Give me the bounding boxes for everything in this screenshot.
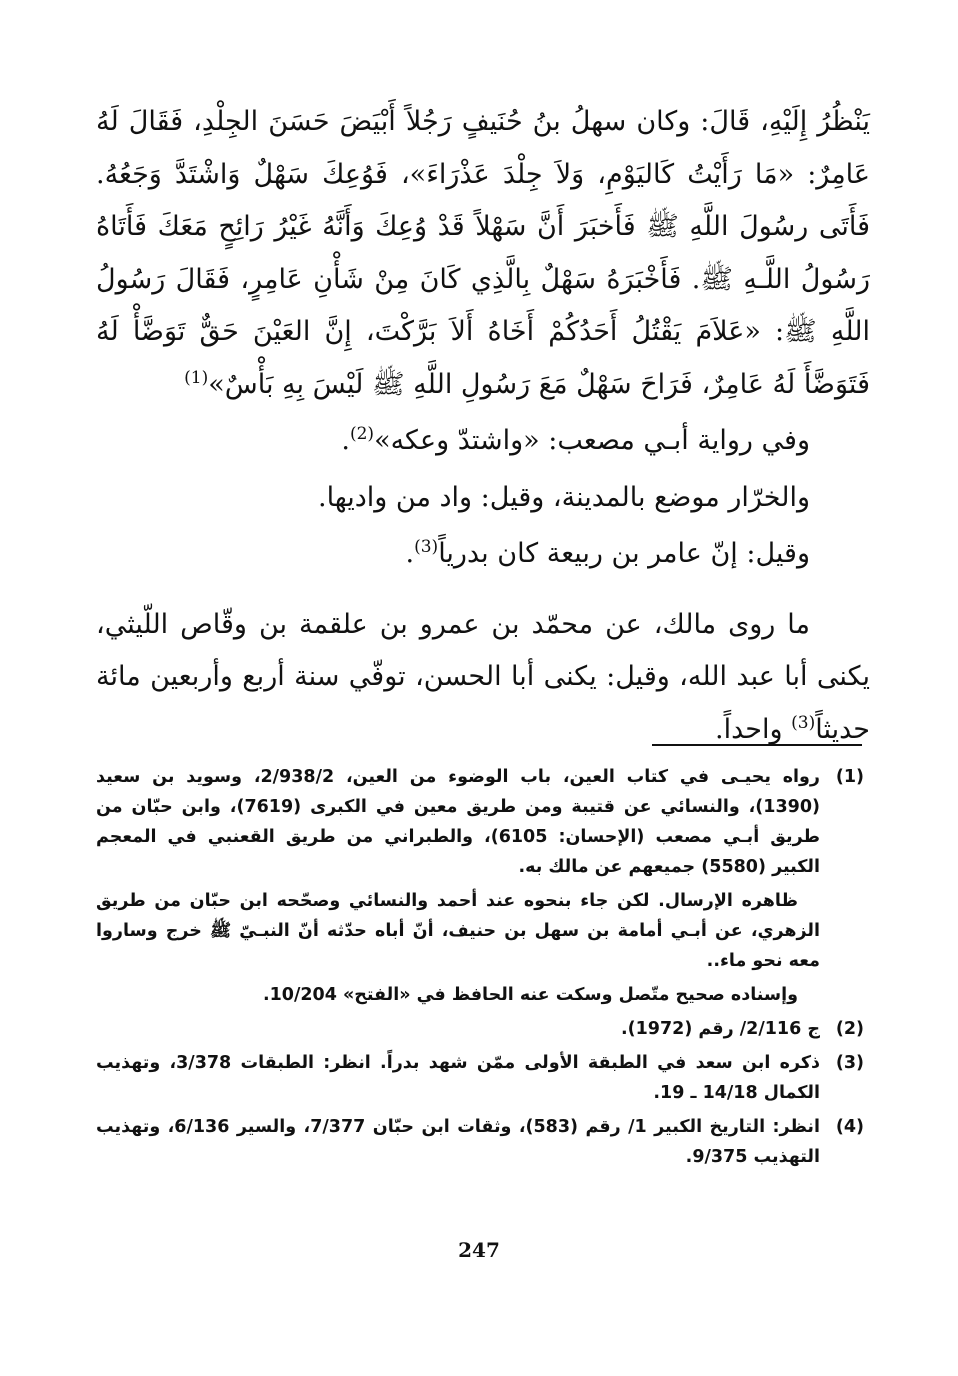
footnote-ref-1: (1) <box>184 367 209 388</box>
hadith-text: يَنْظُرُ إِلَيْهِ، قَالَ: وكان سهلُ بنُ حُنَيفٍ رَجُلاً أَبْيَضَ حَسَنَ الجِلْدِ، فَقَالَ لَهُ عَامِرٌ: «مَا رَأَيْتُ كَاليَوْمِ، وَلاَ جِلْدَ عَذْرَاءَ»، فَوُعِكَ سَهْلٌ وَاشْتَدَّ وَجَعُهُ. فَأَتَى رسُولَ اللَّهِ ﷺ فَأَخبَرَ أَنَّ سَهْلاً قَدْ وُعِكَ وَأَنَّهُ غَيْرُ رَائِحٍ مَعَكَ فَأَتَاهُ رَسُولُ اللَّـهِ ﷺ. فَأَخْبَرَهُ سَهْلٌ بِالَّذِي كَانَ مِنْ شَأْنِ عَامِرٍ، فَقَالَ رَسُولُ اللَّهِ ﷺ: «عَلاَمَ يَقْتُلُ أَحَدُكُمْ أَخَاهُ أَلاَ بَرَّكْتَ، إِنَّ العَيْنَ حَقٌّ تَوَضَّأْ لَهُ فَتَوَضَّأَ لَهُ عَامِرٌ، فَرَاحَ سَهْلٌ مَعَ رَسُولِ اللَّهِ ﷺ لَيْسَ بِهِ بَأْسٌ» <box>96 106 870 400</box>
footnote-4 <box>96 1112 864 1172</box>
footnote-3-number: (3) <box>835 1053 864 1073</box>
footnote-2-text: ج 2/116/ رقم (1972). <box>620 1019 820 1039</box>
footnote-2 <box>96 1014 864 1044</box>
paragraph-amir-badri <box>96 528 870 581</box>
amir-badri-text: وقيل: إنّ عامر بن ربيعة كان بدرياً <box>438 538 810 569</box>
paragraph-muhammad-ibn-amr <box>96 599 870 757</box>
muhammad-ibn-amr-end: واحداً. <box>715 713 792 745</box>
footnote-1-comment: ظاهره الإرسال. لكن جاء بنحوه عند أحمد والنسائي وصحّحه ابن حبّان من طريق الزهري، عن أبـي أمامة بن سهل بن حنيف، أنّ أباه حدّثه أنّ النبـيّ ﷺ خرج وساروا معه نحو ماء.. <box>96 891 820 971</box>
footnote-1-isnad-note: وإسناده صحيح متّصل وسكت عنه الحافظ في «الفتح» 10/204. <box>262 985 798 1005</box>
footnote-separator-rule <box>652 744 862 746</box>
footnote-ref-3: (3) <box>414 537 439 557</box>
paragraph-hadith-text <box>96 96 870 411</box>
abu-musab-narration-end: . <box>341 425 350 456</box>
main-text <box>96 96 870 756</box>
paragraph-abu-musab-narration <box>96 415 870 468</box>
footnote-2-number: (2) <box>835 1019 864 1039</box>
footnote-4-text: انظر: التاريخ الكبير 1/ رقم (583)، وثقات ابن حبّان 7/377، والسير 6/136، وتهذيب التهذيب 9/375. <box>96 1117 820 1167</box>
amir-badri-end: . <box>405 538 415 569</box>
abu-musab-narration-text: وفي رواية أبـي مصعب: «واشتدّ وعكه» <box>374 425 810 456</box>
paragraph-kharrar-note: والخرّار موضع بالمدينة، وقيل: واد من واديها. <box>318 481 810 513</box>
footnote-3 <box>96 1048 864 1108</box>
muhammad-ibn-amr-text: ما روى مالك، عن محمّد بن عمرو بن علقمة بن وقّاص اللّيثي، يكنى أبا عبد الله، وقيل: يكنى أبا الحسن، توفّي سنة أربع وأربعين مائة حديثاً <box>96 608 870 745</box>
footnote-1 <box>96 762 864 882</box>
footnotes-section <box>96 762 864 1172</box>
footnote-3-text: ذكره ابن سعد في الطبقة الأولى ممّن شهد بدراً. انظر: الطبقات 3/378، وتهذيب الكمال 14/18 ـ 19. <box>96 1053 820 1103</box>
footnote-4-number: (4) <box>835 1117 864 1137</box>
footnote-1-number: (1) <box>835 767 864 787</box>
page-number: 247 <box>458 1238 500 1262</box>
footnote-ref-2: (2) <box>349 424 375 444</box>
footnote-1-text: رواه يحيـى في كتاب العين، باب الوضوء من العين، 2/938/2، وسويد بن سعيد (1390)، والنسائي عن قتيبة ومن طريق معين في الكبرى (7619)، وابن حبّان من طريق أبـي مصعب (الإحسان: 6105)، والطبراني من طريق القعنبي في المعجم الكبير (5580) جميعهم عن مالك به. <box>96 767 821 877</box>
footnote-ref-4: (3) <box>791 712 816 733</box>
